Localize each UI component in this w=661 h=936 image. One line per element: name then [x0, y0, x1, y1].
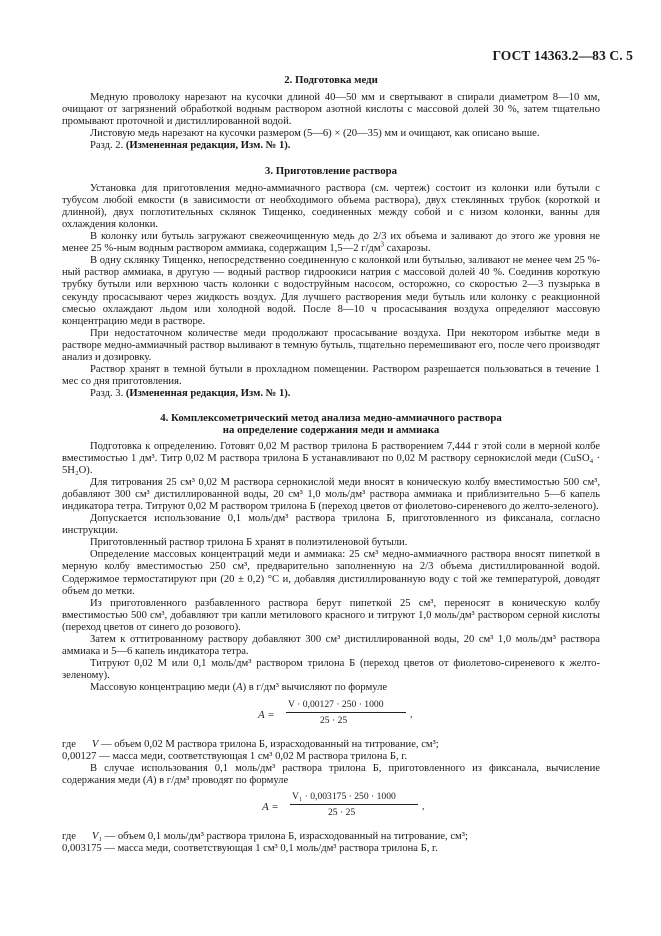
formula-2-lhs: A = — [262, 800, 279, 813]
formula-1-numerator: V · 0,00127 · 250 · 1000 — [288, 698, 384, 710]
s4-paragraph: Для титрования 25 см³ 0,02 М раствора сернокислой меди вносят в коническую колбу вместимостью 500 см³, добавляют 300 см³ дистиллированной воды, 20 см³ 1,0 моль/дм³ раствора аммиака и приблизительно 5—6 капель индикатора тетра. Титруют 0,02 М раствором трилона Б (переход цветов от фиолетово-сиреневого до желто-зеленого). — [62, 476, 600, 512]
legend-var: V₁ — [91, 830, 102, 842]
formula-2-fraction-bar — [290, 804, 418, 805]
legend-text: — объем 0,02 М раствора трилона Б, израсходованный на титрование, см³; — [98, 738, 439, 750]
section-3-title: 3. Приготовление раствора — [264, 164, 398, 177]
s4-paragraph — [62, 763, 600, 787]
formula-2-comma: , — [422, 800, 425, 812]
s3-amendment-note — [62, 388, 600, 400]
s2-amendment-note — [62, 140, 600, 152]
formula-1-lhs: A = — [258, 708, 275, 721]
s3-paragraph: В одну склянку Тищенко, непосредственно соединенную с колонкой или бутылью, заливают не менее чем 25 %-ный раствор аммиака, в другую — водный раствор гидроокиси натрия с массовой долей 40 %. Соединив короткую трубку бутыли или верхнюю часть колонки с водоструйным насосом, осторожно, со скоростью 2—3 пузырька в секунду просасывают через жидкость воздух. Для лучшего растворения меди бутыль или колонку с реакционной смесью охлаждают льдом или холодной водой. После 8—10 ч просасывания воздуха определяют массовую концентрацию меди в растворе. — [62, 255, 600, 327]
legend-row — [62, 739, 600, 751]
formula-1 — [62, 699, 600, 735]
s3-p2-tail: сахарозы. — [384, 243, 431, 255]
s4-p10-tail: ) в г/дм³ проводят по формуле — [152, 774, 289, 786]
formula-2-denominator: 25 · 25 — [328, 806, 356, 818]
s4-p9-tail: ) в г/дм³ вычисляют по формуле — [242, 682, 388, 694]
section-4-title-line2: на определение содержания меди и аммиака — [222, 424, 440, 437]
legend-label: где — [62, 738, 76, 750]
legend-text: — объем 0,1 моль/дм³ раствора трилона Б, израсходованный на титрование, см³; — [101, 830, 468, 842]
document-body — [62, 74, 600, 855]
section-4-title-line1: 4. Комплексометрический метод анализа медно-аммиачного раствора — [160, 412, 502, 425]
s4-paragraph: Титруют 0,02 М или 0,1 моль/дм³ раствором трилона Б (переход цветов от фиолетово-сиреневого к желто-зеленому). — [62, 658, 600, 682]
s4-paragraph: Приготовленный раствор трилона Б хранят в полиэтиленовой бутыли. — [90, 537, 408, 549]
formula-2 — [62, 791, 600, 827]
legend-var: V — [91, 738, 99, 750]
s3-paragraph: Установка для приготовления медно-аммиачного раствора (см. чертеж) состоит из колонки или бутыли с тубусом любой емкости (в зависимости от необходимого объема раствора), двух стеклянных трубок (короткой и длинной), двух поглотительных склянок Тищенко, соединенных между собой и с низом колонки, ванны для охлаждения колонки. — [62, 182, 600, 230]
formula-1-fraction-bar — [286, 712, 406, 713]
formula-2-legend — [62, 831, 600, 855]
s4-paragraph — [62, 682, 600, 694]
formula-1-denominator: 25 · 25 — [320, 714, 348, 726]
legend-label: где — [62, 830, 76, 842]
amendment-ref: Разд. 3. — [90, 388, 126, 400]
s3-p2-sup: 3 — [380, 240, 385, 249]
formula-1-comma: , — [410, 708, 413, 720]
s4-paragraph: Допускается использование 0,1 моль/дм³ раствора трилона Б, приготовленного из фиксанала, согласно инструкции. — [62, 513, 600, 537]
s4-paragraph: Из приготовленного разбавленного раствора берут пипеткой 25 см³, переносят в коническую колбу вместимостью 500 см³, добавляют три капли метилового красного и титруют 1,0 моль/дм³ раствором серной кислоты (переход цветов от синего до розового). — [62, 597, 600, 633]
s3-paragraph: При недостаточном количестве меди продолжают просасывание воздуха. При некотором избытке меди в растворе медно-аммиачный раствор выливают в темную бутыль, тщательно перемешивают его, после чего производят анализ и дозировку. — [62, 327, 600, 363]
legend-row — [62, 831, 600, 843]
s3-p2-text: В колонку или бутыль загружают свежеочищенную медь до 2/3 их объема и заливают до этого же уровня не менее 25 %-ным водным раствором аммиака, содержащим 1,5—2 г/дм — [62, 231, 600, 255]
s2-paragraph: Листовую медь нарезают на кусочки размером (5—6) × (20—35) мм и очищают, как описано выше. — [90, 128, 540, 140]
formula-2-numerator: V₁ · 0,003175 · 250 · 1000 — [292, 790, 396, 802]
amendment-ref: Разд. 2. — [90, 140, 126, 152]
formula-1-legend — [62, 739, 600, 763]
legend-row: 0,003175 — масса меди, соответствующая 1 см³ 0,1 моль/дм³ раствора трилона Б, г. — [62, 842, 438, 854]
s2-paragraph: Медную проволоку нарезают на кусочки длиной 40—50 мм и свертывают в спирали диаметром 8—10 мм, очищают от загрязнений обработкой водным раствором азотной кислоты с массовой долей 30 %, затем тщательно промывают проточной и дистиллированной водой. — [62, 92, 600, 128]
s3-paragraph: Раствор хранят в темной бутыли в прохладном помещении. Раствором разрешается пользоваться в течение 1 мес со дня приготовления. — [62, 364, 600, 388]
s4-paragraph: Определение массовых концентраций меди и аммиака: 25 см³ медно-аммиачного раствора вносят пипеткой в мерную колбу вместимостью 250 см³, предварительно заполненную на 2/3 объема дистиллированной водой. Содержимое термостатируют при (20 ± 0,2) °С и, добавляя дистиллированную воду с той же температурой, доводят объем до метки. — [62, 549, 600, 597]
amendment-text: (Измененная редакция, Изм. № 1). — [125, 140, 291, 152]
s4-paragraph: Подготовка к определению. Готовят 0,02 М раствор трилона Б растворением 7,444 г этой соли в мерной колбе вместимостью 1 дм³. Титр 0,02 М раствора трилона Б устанавливают по 0,02 М раствору сернокислой меди (CuSO₄ · 5H₂O). — [62, 440, 600, 476]
s4-p10-text: В случае использования 0,1 моль/дм³ раствора трилона Б, приготовленного из фиксанала, вычисление содержания меди ( — [62, 762, 600, 786]
amendment-text: (Измененная редакция, Изм. № 1). — [125, 388, 291, 400]
s4-paragraph: Затем к оттитрованному раствору добавляют 300 см³ дистиллированной воды, 20 см³ 1,0 моль/дм³ раствора аммиака и 5—6 капель индикатора тетра. — [62, 634, 600, 658]
s4-p9-text: Массовую концентрацию меди ( — [90, 682, 237, 694]
page-header: ГОСТ 14363.2—83 С. 5 — [492, 48, 633, 63]
section-2-title: 2. Подготовка меди — [284, 74, 378, 86]
s3-paragraph — [62, 231, 600, 255]
legend-row: 0,00127 — масса меди, соответствующая 1 см³ 0,02 М раствора трилона Б, г. — [62, 750, 408, 762]
var-a: А — [146, 774, 153, 786]
var-a: А — [236, 682, 243, 694]
